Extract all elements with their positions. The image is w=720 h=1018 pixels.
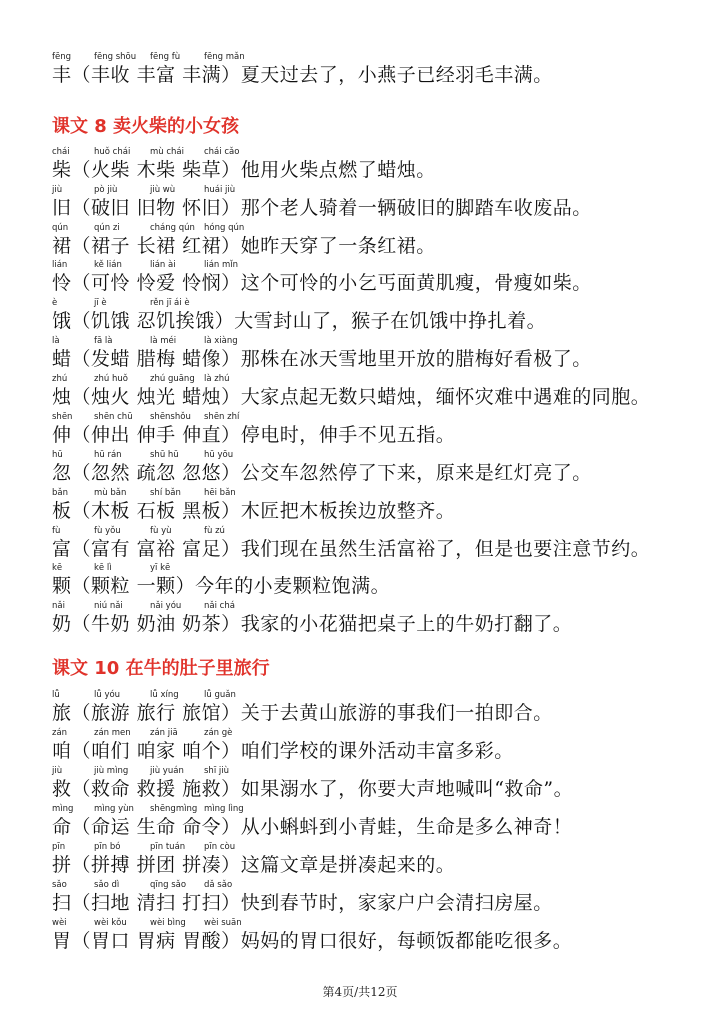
vocab-line: 颗（颗粒 一颗）今年的小麦颗粒饱满。 xyxy=(52,575,391,597)
vocab-character: 板 xyxy=(52,500,72,522)
word-pinyin: cháng qún xyxy=(150,223,195,233)
vocab-word: 拼搏 xyxy=(91,854,131,876)
word-pinyin: mìng yùn xyxy=(94,804,134,814)
vocab-character: 咱 xyxy=(52,740,72,762)
vocab-word: 伸手 xyxy=(136,424,176,446)
word-pinyin: là méi xyxy=(150,336,177,346)
char-pinyin: shēn xyxy=(52,412,73,422)
word-pinyin: zhú huǒ xyxy=(94,374,128,384)
example-sentence: 那个老人骑着一辆破旧的脚踏车收废品。 xyxy=(240,197,592,219)
word-pinyin: mù bǎn xyxy=(94,488,127,498)
vocab-word: 救命 xyxy=(91,778,131,800)
vocab-line: 命（命运 生命 命令）从小蝌蚪到小青蛙，生命是多么神奇！ xyxy=(52,816,573,838)
vocab-character: 颗 xyxy=(52,575,72,597)
word-pinyin: zán gè xyxy=(204,728,233,738)
vocab-word: 咱家 xyxy=(136,740,176,762)
vocab-line: 柴（火柴 木柴 柴草）他用火柴点燃了蜡烛。 xyxy=(52,159,436,181)
vocab-entry xyxy=(52,185,692,221)
vocab-character: 饿 xyxy=(52,310,72,332)
word-pinyin: lǚ xíng xyxy=(150,690,179,700)
vocab-word: 咱个 xyxy=(182,740,222,762)
vocab-line: 旅（旅游 旅行 旅馆）关于去黄山旅游的事我们一拍即合。 xyxy=(52,702,553,724)
vocab-word: 石板 xyxy=(136,500,176,522)
vocab-line: 饿（饥饿 忍饥挨饿）大雪封山了，猴子在饥饿中挣扎着。 xyxy=(52,310,547,332)
vocab-word: 牛奶 xyxy=(91,613,131,635)
char-pinyin: jiù xyxy=(52,766,63,776)
char-pinyin: fù xyxy=(52,526,61,536)
vocab-word: 腊梅 xyxy=(136,348,176,370)
word-pinyin: pīn bó xyxy=(94,842,121,852)
vocab-line: 板（木板 石板 黑板）木匠把木板挨边放整齐。 xyxy=(52,500,456,522)
vocab-line: 富（富有 富裕 富足）我们现在虽然生活富裕了，但是也要注意节约。 xyxy=(52,538,651,560)
vocab-word: 忍饥挨饿 xyxy=(136,310,215,332)
word-pinyin: hēi bǎn xyxy=(204,488,236,498)
vocab-word: 施救 xyxy=(182,778,222,800)
char-pinyin: hū xyxy=(52,450,63,460)
vocab-word: 命运 xyxy=(91,816,131,838)
word-pinyin: mù chái xyxy=(150,147,184,157)
vocab-word: 破旧 xyxy=(91,197,131,219)
word-pinyin: nǎi yóu xyxy=(150,601,182,611)
word-pinyin: fēng mǎn xyxy=(204,52,245,62)
vocab-line: 奶（牛奶 奶油 奶茶）我家的小花猫把桌子上的牛奶打翻了。 xyxy=(52,613,573,635)
vocab-line: 拼（拼搏 拼团 拼凑）这篇文章是拼凑起来的。 xyxy=(52,854,456,876)
vocab-character: 怜 xyxy=(52,272,72,294)
example-sentence: 我家的小花猫把桌子上的牛奶打翻了。 xyxy=(240,613,573,635)
vocab-line: 忽（忽然 疏忽 忽悠）公交车忽然停了下来，原来是红灯亮了。 xyxy=(52,462,592,484)
word-pinyin: là xiàng xyxy=(204,336,238,346)
example-sentence: 咱们学校的课外活动丰富多彩。 xyxy=(240,740,514,762)
vocab-word: 奶油 xyxy=(136,613,176,635)
vocab-word: 黑板 xyxy=(182,500,222,522)
word-pinyin: fēng shōu xyxy=(94,52,137,62)
char-pinyin: jiù xyxy=(52,185,63,195)
example-sentence: 她昨天穿了一条红裙。 xyxy=(240,235,436,257)
example-sentence: 妈妈的胃口很好，每顿饭都能吃很多。 xyxy=(240,930,573,952)
vocab-line: 救（救命 救援 施救）如果溺水了，你要大声地喊叫“救命”。 xyxy=(52,778,574,800)
char-pinyin: là xyxy=(52,336,60,346)
vocab-entry xyxy=(52,336,692,372)
vocab-line: 怜（可怜 怜爱 怜悯）这个可怜的小乞丐面黄肌瘦，骨瘦如柴。 xyxy=(52,272,592,294)
word-pinyin: shēnshǒu xyxy=(150,412,191,422)
vocab-entry xyxy=(52,488,692,524)
vocab-word: 救援 xyxy=(136,778,176,800)
example-sentence: 公交车忽然停了下来，原来是红灯亮了。 xyxy=(240,462,592,484)
vocab-word: 疏忽 xyxy=(136,462,176,484)
example-sentence: 这篇文章是拼凑起来的。 xyxy=(240,854,456,876)
vocab-character: 忽 xyxy=(52,462,72,484)
example-sentence: 从小蝌蚪到小青蛙，生命是多么神奇！ xyxy=(240,816,573,838)
word-pinyin: hū rán xyxy=(94,450,122,460)
lesson-heading-10: 课文 10 在牛的肚子里旅行 xyxy=(52,658,270,679)
word-pinyin: shēngmìng xyxy=(150,804,198,814)
char-pinyin: mìng xyxy=(52,804,74,814)
vocab-entry xyxy=(52,728,692,764)
vocab-entry xyxy=(52,147,692,183)
vocab-line: 扫（扫地 清扫 打扫）快到春节时，家家户户会清扫房屋。 xyxy=(52,892,553,914)
vocab-entry xyxy=(52,412,692,448)
word-pinyin: chái cǎo xyxy=(204,147,240,157)
word-pinyin: shēn zhí xyxy=(204,412,240,422)
word-pinyin: niú nǎi xyxy=(94,601,123,611)
vocab-entry xyxy=(52,526,692,562)
vocab-entry xyxy=(52,260,692,296)
vocab-word: 拼凑 xyxy=(182,854,222,876)
word-pinyin: kě lián xyxy=(94,260,122,270)
page-number: 第4页/共12页 xyxy=(322,985,398,999)
vocab-word: 旅行 xyxy=(136,702,176,724)
word-pinyin: fù zú xyxy=(204,526,225,536)
vocab-character: 命 xyxy=(52,816,72,838)
word-pinyin: qīng sǎo xyxy=(150,880,187,890)
vocab-character: 胃 xyxy=(52,930,72,952)
vocab-entry xyxy=(52,804,692,840)
vocab-line: 蜡（发蜡 腊梅 蜡像）那株在冰天雪地里开放的腊梅好看极了。 xyxy=(52,348,592,370)
vocab-word: 烛光 xyxy=(136,386,176,408)
vocab-line: 烛（烛火 烛光 蜡烛）大家点起无数只蜡烛，缅怀灾难中遇难的同胞。 xyxy=(52,386,651,408)
example-sentence: 这个可怜的小乞丐面黄肌瘦，骨瘦如柴。 xyxy=(240,272,592,294)
word-pinyin: rěn jī ái è xyxy=(150,298,190,308)
word-pinyin: zán jiā xyxy=(150,728,178,738)
word-pinyin: pīn còu xyxy=(204,842,236,852)
vocab-word: 怀旧 xyxy=(182,197,222,219)
vocab-character: 扫 xyxy=(52,892,72,914)
word-pinyin: kē lì xyxy=(94,563,112,573)
vocab-word: 忽然 xyxy=(91,462,131,484)
word-pinyin: jiù mìng xyxy=(94,766,129,776)
word-pinyin: shī jiù xyxy=(204,766,229,776)
word-pinyin: shū hū xyxy=(150,450,179,460)
vocab-entry xyxy=(52,223,692,259)
vocab-word: 发蜡 xyxy=(91,348,131,370)
char-pinyin: lián xyxy=(52,260,68,270)
word-pinyin: dǎ sǎo xyxy=(204,880,233,890)
vocab-entry xyxy=(52,601,692,637)
char-pinyin: zán xyxy=(52,728,68,738)
word-pinyin: pīn tuán xyxy=(150,842,186,852)
vocab-character: 蜡 xyxy=(52,348,72,370)
char-pinyin: qún xyxy=(52,223,69,233)
word-pinyin: shēn chū xyxy=(94,412,133,422)
vocab-entry xyxy=(52,450,692,486)
word-pinyin: fù yù xyxy=(150,526,172,536)
vocab-entry xyxy=(52,766,692,802)
vocab-word: 清扫 xyxy=(136,892,176,914)
example-sentence: 快到春节时，家家户户会清扫房屋。 xyxy=(240,892,553,914)
vocab-entry xyxy=(52,880,692,916)
vocab-word: 丰满 xyxy=(182,64,222,86)
vocab-word: 忽悠 xyxy=(182,462,222,484)
vocab-word: 柴草 xyxy=(182,159,222,181)
example-sentence: 大家点起无数只蜡烛，缅怀灾难中遇难的同胞。 xyxy=(240,386,651,408)
vocab-character: 旅 xyxy=(52,702,72,724)
vocab-character: 奶 xyxy=(52,613,72,635)
vocab-word: 生命 xyxy=(136,816,176,838)
vocab-entry xyxy=(52,842,692,878)
vocab-entry xyxy=(52,918,692,954)
vocab-word: 富足 xyxy=(182,538,222,560)
word-pinyin: lǚ guǎn xyxy=(204,690,236,700)
word-pinyin: lián mǐn xyxy=(204,260,239,270)
word-pinyin: zhú guāng xyxy=(150,374,195,384)
word-pinyin: lián ài xyxy=(150,260,176,270)
word-pinyin: wèi kǒu xyxy=(94,918,127,928)
example-sentence: 木匠把木板挨边放整齐。 xyxy=(240,500,456,522)
word-pinyin: jiù yuán xyxy=(150,766,184,776)
vocab-word: 奶茶 xyxy=(182,613,222,635)
vocab-character: 旧 xyxy=(52,197,72,219)
lesson-heading-8: 课文 8 卖火柴的小女孩 xyxy=(52,116,240,137)
vocab-word: 胃病 xyxy=(136,930,176,952)
vocab-character: 伸 xyxy=(52,424,72,446)
vocab-word: 胃酸 xyxy=(182,930,222,952)
char-pinyin: zhú xyxy=(52,374,68,384)
char-pinyin: bǎn xyxy=(52,488,68,498)
vocab-word: 扫地 xyxy=(91,892,131,914)
vocab-character: 拼 xyxy=(52,854,72,876)
vocab-line: 裙（裙子 长裙 红裙）她昨天穿了一条红裙。 xyxy=(52,235,436,257)
example-sentence: 夏天过去了，小燕子已经羽毛丰满。 xyxy=(240,64,553,86)
char-pinyin: kē xyxy=(52,563,63,573)
word-pinyin: jiù wù xyxy=(150,185,176,195)
word-pinyin: yī kē xyxy=(150,563,171,573)
word-pinyin: nǎi chá xyxy=(204,601,235,611)
word-pinyin: fā là xyxy=(94,336,113,346)
vocab-line: 胃（胃口 胃病 胃酸）妈妈的胃口很好，每顿饭都能吃很多。 xyxy=(52,930,573,952)
vocab-word: 裙子 xyxy=(91,235,131,257)
example-sentence: 如果溺水了，你要大声地喊叫“救命”。 xyxy=(240,778,574,800)
vocab-entry xyxy=(52,374,692,410)
vocab-line: 旧（破旧 旧物 怀旧）那个老人骑着一辆破旧的脚踏车收废品。 xyxy=(52,197,592,219)
char-pinyin: fēng xyxy=(52,52,72,62)
vocab-entry xyxy=(52,690,692,726)
vocab-word: 命令 xyxy=(182,816,222,838)
example-sentence: 停电时，伸手不见五指。 xyxy=(240,424,456,446)
vocab-word: 怜爱 xyxy=(136,272,176,294)
vocab-word: 烛火 xyxy=(91,386,131,408)
vocab-character: 富 xyxy=(52,538,72,560)
vocab-line: 伸（伸出 伸手 伸直）停电时，伸手不见五指。 xyxy=(52,424,456,446)
word-pinyin: sǎo dì xyxy=(94,880,120,890)
vocab-character: 烛 xyxy=(52,386,72,408)
vocab-word: 颗粒 xyxy=(91,575,131,597)
vocab-word: 蜡烛 xyxy=(182,386,222,408)
vocab-word: 可怜 xyxy=(91,272,131,294)
char-pinyin: pīn xyxy=(52,842,66,852)
word-pinyin: mìng lìng xyxy=(204,804,244,814)
word-pinyin: wèi suān xyxy=(204,918,242,928)
vocab-word: 拼团 xyxy=(136,854,176,876)
example-sentence: 他用火柴点燃了蜡烛。 xyxy=(240,159,436,181)
example-sentence: 大雪封山了，猴子在饥饿中挣扎着。 xyxy=(234,310,547,332)
vocab-word: 旅游 xyxy=(91,702,131,724)
vocab-entry xyxy=(52,298,692,334)
vocab-word: 咱们 xyxy=(91,740,131,762)
vocab-line: 咱（咱们 咱家 咱个）咱们学校的课外活动丰富多彩。 xyxy=(52,740,514,762)
vocab-word: 红裙 xyxy=(182,235,222,257)
vocab-word: 怜悯 xyxy=(182,272,222,294)
vocab-word: 富有 xyxy=(91,538,131,560)
vocab-word: 木板 xyxy=(91,500,131,522)
vocab-word: 丰富 xyxy=(136,64,176,86)
vocab-word: 一颗 xyxy=(136,575,176,597)
word-pinyin: pò jiù xyxy=(94,185,118,195)
word-pinyin: huái jiù xyxy=(204,185,236,195)
vocab-character: 裙 xyxy=(52,235,72,257)
vocab-entry xyxy=(52,52,692,88)
vocab-word: 旧物 xyxy=(136,197,176,219)
vocab-character: 救 xyxy=(52,778,72,800)
word-pinyin: zán men xyxy=(94,728,131,738)
vocab-word: 火柴 xyxy=(91,159,131,181)
example-sentence: 那株在冰天雪地里开放的腊梅好看极了。 xyxy=(240,348,592,370)
word-pinyin: fù yǒu xyxy=(94,526,121,536)
vocab-entry xyxy=(52,563,692,599)
word-pinyin: lǚ yóu xyxy=(94,690,121,700)
word-pinyin: fēng fù xyxy=(150,52,181,62)
vocab-line: 丰（丰收 丰富 丰满）夏天过去了，小燕子已经羽毛丰满。 xyxy=(52,64,553,86)
vocab-word: 饥饿 xyxy=(91,310,131,332)
char-pinyin: nǎi xyxy=(52,601,65,611)
vocab-character: 丰 xyxy=(52,64,72,86)
vocab-word: 伸直 xyxy=(182,424,222,446)
vocab-word: 旅馆 xyxy=(182,702,222,724)
vocab-word: 伸出 xyxy=(91,424,131,446)
vocab-word: 富裕 xyxy=(136,538,176,560)
example-sentence: 我们现在虽然生活富裕了，但是也要注意节约。 xyxy=(240,538,651,560)
vocab-word: 丰收 xyxy=(91,64,131,86)
char-pinyin: è xyxy=(52,298,58,308)
example-sentence: 今年的小麦颗粒饱满。 xyxy=(195,575,391,597)
example-sentence: 关于去黄山旅游的事我们一拍即合。 xyxy=(240,702,553,724)
word-pinyin: hóng qún xyxy=(204,223,245,233)
char-pinyin: lǚ xyxy=(52,690,60,700)
word-pinyin: qún zi xyxy=(94,223,120,233)
char-pinyin: wèi xyxy=(52,918,67,928)
vocab-word: 长裙 xyxy=(136,235,176,257)
word-pinyin: là zhú xyxy=(204,374,230,384)
vocab-word: 蜡像 xyxy=(182,348,222,370)
word-pinyin: huǒ chái xyxy=(94,147,131,157)
vocab-word: 打扫 xyxy=(182,892,222,914)
vocab-character: 柴 xyxy=(52,159,72,181)
vocab-word: 胃口 xyxy=(91,930,131,952)
word-pinyin: wèi bìng xyxy=(150,918,186,928)
word-pinyin: jī è xyxy=(94,298,107,308)
char-pinyin: sǎo xyxy=(52,880,67,890)
word-pinyin: shí bǎn xyxy=(150,488,181,498)
word-pinyin: hū yōu xyxy=(204,450,234,460)
char-pinyin: chái xyxy=(52,147,70,157)
vocab-word: 木柴 xyxy=(136,159,176,181)
